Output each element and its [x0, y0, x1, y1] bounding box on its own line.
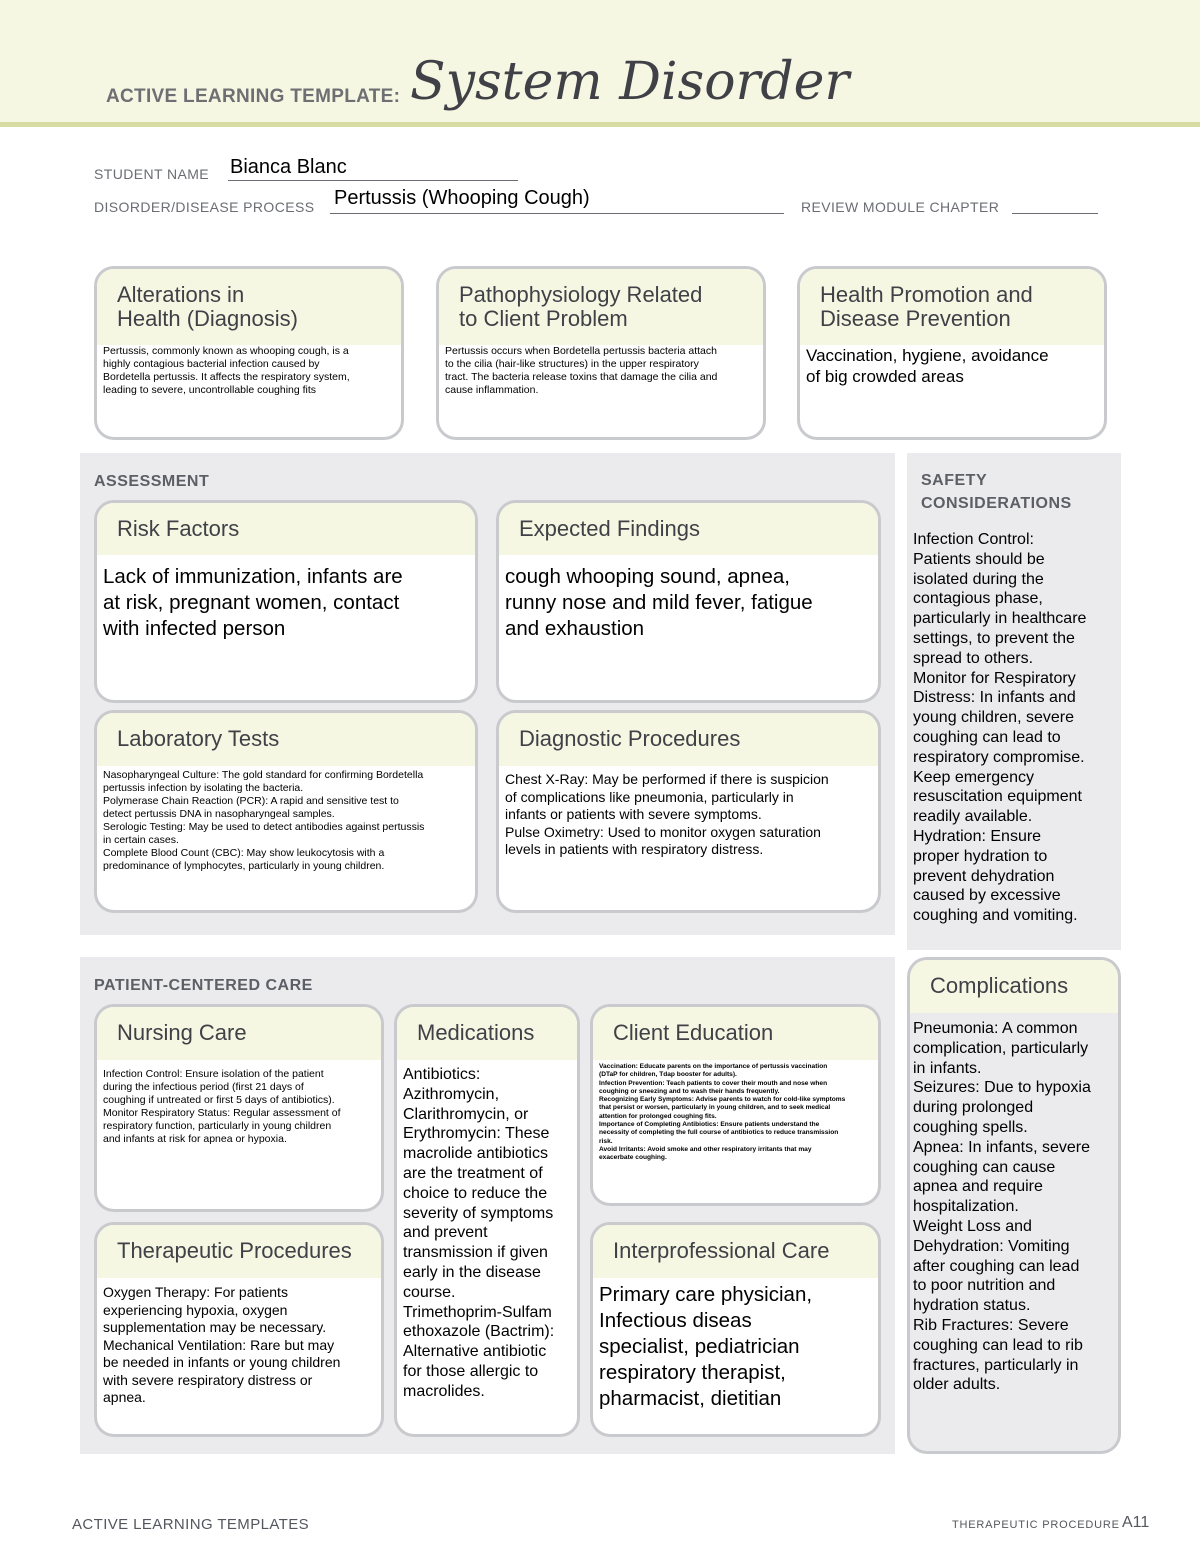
text-line: specialist, pediatrician — [599, 1335, 800, 1358]
alterations-title-line: Alterations in — [117, 282, 245, 307]
text-line: exacerbate coughing. — [599, 1154, 667, 1162]
text-line: for those allergic to — [403, 1362, 539, 1380]
text-line: infants or patients with severe symptoms. — [505, 806, 762, 822]
text-line: Keep emergency — [913, 768, 1034, 786]
text-line: particularly in healthcare — [913, 610, 1087, 628]
diagnostic-procedures-title: Diagnostic Procedures — [519, 726, 741, 751]
diagnostic-procedures-body — [499, 766, 878, 859]
text-line: after coughing can lead — [913, 1257, 1080, 1275]
text-line: highly contagious bacterial infection caused by — [103, 358, 320, 370]
text-line: Weight Loss and — [913, 1217, 1032, 1235]
text-line: Hydration: Ensure — [913, 827, 1042, 845]
text-line: Seizures: Due to hypoxia — [913, 1079, 1091, 1097]
pathophysiology-header — [439, 269, 763, 345]
pathophysiology-title-line: Pathophysiology Related — [459, 282, 703, 307]
diagnostic-procedures-card — [496, 710, 881, 913]
text-line: experiencing hypoxia, oxygen — [103, 1301, 288, 1318]
text-line: and exhaustion — [505, 617, 645, 640]
text-line: Polymerase Chain Reaction (PCR): A rapid and sensitive test to — [103, 795, 399, 807]
text-line: Infection Prevention: Teach patients to cover their mouth and nose when — [599, 1079, 828, 1087]
text-line: coughing can cause — [913, 1158, 1056, 1176]
text-line: transmission if given — [403, 1244, 548, 1262]
nursing-care-header — [97, 1007, 381, 1060]
expected-findings-title: Expected Findings — [519, 516, 700, 541]
text-line: early in the disease — [403, 1263, 541, 1281]
patient-centered-care-label: PATIENT-CENTERED CARE — [94, 977, 313, 994]
text-line: detect pertussis DNA in nasopharyngeal samples. — [103, 808, 335, 820]
text-line: Mechanical Ventilation: Rare but may — [103, 1336, 335, 1353]
text-line: Importance of Completing Antibiotics: Ensure patients understand the — [599, 1121, 820, 1129]
client-education-header — [593, 1007, 878, 1060]
laboratory-tests-card — [94, 710, 478, 913]
safety-label-line: SAFETY — [921, 472, 988, 489]
text-line: respiratory therapist, — [599, 1361, 786, 1384]
text-line: cough whooping sound, apnea, — [505, 565, 790, 588]
text-line: isolated during the — [913, 570, 1044, 588]
interprofessional-care-card — [590, 1222, 881, 1437]
safety-panel — [907, 453, 1121, 950]
text-line: be needed in infants or young children — [103, 1354, 341, 1370]
text-line: Bordetella pertussis. It affects the respiratory system, — [103, 371, 350, 383]
medications-body — [397, 1060, 577, 1402]
text-line: Infection Control: Ensure isolation of the patient — [103, 1068, 324, 1080]
text-line: Monitor for Respiratory — [913, 669, 1076, 687]
text-line: resuscitation equipment — [913, 788, 1082, 806]
text-line: are the treatment of — [403, 1164, 543, 1182]
text-line: pharmacist, dietitian — [599, 1387, 782, 1410]
therapeutic-procedures-body — [97, 1278, 381, 1407]
text-line: respiratory compromise. — [913, 748, 1085, 766]
text-line: predominance of lymphocytes, particularly in young children. — [103, 860, 385, 872]
text-line: during prolonged — [913, 1099, 1034, 1117]
page-title: System Disorder — [410, 52, 850, 112]
interprofessional-care-header — [593, 1225, 878, 1278]
safety-label-line: CONSIDERATIONS — [921, 495, 1072, 512]
header-rule — [0, 122, 1200, 127]
health-promotion-card — [797, 266, 1107, 440]
template-label: ACTIVE LEARNING TEMPLATE: — [106, 86, 401, 107]
text-line: course. — [403, 1283, 456, 1301]
text-line: Oxygen Therapy: For patients — [103, 1284, 288, 1300]
text-line: settings, to prevent the — [913, 629, 1075, 647]
risk-factors-header — [97, 503, 475, 555]
therapeutic-procedures-header — [97, 1225, 381, 1278]
text-line: and infants at risk for apnea or hypoxia. — [103, 1133, 287, 1145]
footer-left: ACTIVE LEARNING TEMPLATES — [72, 1516, 309, 1533]
medications-card — [394, 1004, 580, 1437]
text-line: Pertussis occurs when Bordetella pertussis bacteria attach — [445, 345, 717, 357]
laboratory-tests-title: Laboratory Tests — [117, 726, 280, 751]
health-promotion-title-line: Disease Prevention — [820, 306, 1011, 331]
expected-findings-body — [499, 555, 878, 642]
pathophysiology-title-line: to Client Problem — [459, 306, 628, 331]
expected-findings-header — [499, 503, 878, 555]
text-line: runny nose and mild fever, fatigue — [505, 591, 813, 614]
text-line: coughing can lead to rib — [913, 1336, 1083, 1354]
review-module-label: REVIEW MODULE CHAPTER — [801, 199, 1000, 215]
safety-label — [921, 469, 1072, 515]
text-line: coughing spells. — [913, 1118, 1028, 1136]
alterations-title-line: Health (Diagnosis) — [117, 306, 298, 331]
text-line: Clarithromycin, or — [403, 1105, 529, 1123]
alterations-body — [97, 345, 401, 397]
review-module-field[interactable] — [1012, 213, 1098, 214]
text-line: Complete Blood Count (CBC): May show leukocytosis with a — [103, 847, 385, 859]
text-line: of complications like pneumonia, particularly in — [505, 788, 794, 805]
medications-header — [397, 1007, 577, 1060]
health-promotion-body — [800, 345, 1104, 387]
text-line: macrolide antibiotics — [403, 1145, 548, 1163]
text-line: coughing if untreated or first 5 days of antibiotics). — [103, 1094, 335, 1106]
therapeutic-procedures-card — [94, 1222, 384, 1437]
text-line: apnea. — [103, 1389, 146, 1405]
pathophysiology-card — [436, 266, 766, 440]
risk-factors-title: Risk Factors — [117, 516, 240, 541]
laboratory-tests-header — [97, 713, 475, 766]
text-line: Primary care physician, — [599, 1283, 813, 1306]
text-line: hospitalization. — [913, 1198, 1019, 1216]
disorder-field[interactable]: Pertussis (Whooping Cough) — [334, 187, 590, 209]
text-line: older adults. — [913, 1376, 1001, 1394]
health-promotion-header — [800, 269, 1104, 345]
text-line: Nasopharyngeal Culture: The gold standard for confirming Bordetella — [103, 769, 424, 781]
text-line: spread to others. — [913, 649, 1034, 667]
text-line: Vaccination, hygiene, avoidance — [806, 346, 1049, 365]
text-line: with severe respiratory distress or — [103, 1371, 313, 1388]
text-line: hydration status. — [913, 1297, 1031, 1315]
text-line: apnea and require — [913, 1178, 1043, 1196]
text-line: Azithromycin, — [403, 1085, 500, 1103]
text-line: Infectious diseas — [599, 1309, 752, 1332]
student-name-underline — [228, 180, 518, 181]
text-line: in certain cases. — [103, 834, 179, 846]
text-line: Monitor Respiratory Status: Regular assessment of — [103, 1107, 341, 1119]
text-line: Patients should be — [913, 550, 1045, 568]
therapeutic-procedures-title: Therapeutic Procedures — [117, 1238, 352, 1263]
text-line: Infection Control: — [913, 531, 1034, 548]
pathophysiology-body — [439, 345, 763, 397]
text-line: prevent dehydration — [913, 867, 1055, 885]
client-education-title: Client Education — [613, 1020, 774, 1045]
text-line: readily available. — [913, 808, 1033, 826]
text-line: macrolides. — [403, 1382, 485, 1400]
text-line: Trimethoprim-Sulfam — [403, 1303, 552, 1321]
text-line: Apnea: In infants, severe — [913, 1138, 1090, 1156]
text-line: severity of symptoms — [403, 1204, 554, 1222]
text-line: during the infectious period (first 21 days of — [103, 1081, 304, 1093]
safety-body — [913, 530, 1086, 926]
text-line: Dehydration: Vomiting — [913, 1237, 1070, 1255]
text-line: leading to severe, uncontrollable coughing fits — [103, 384, 317, 396]
page-number: A11 — [1122, 1514, 1150, 1531]
text-line: that persist or worsen, particularly in young children, and to seek medical — [599, 1104, 831, 1112]
text-line: cause inflammation. — [445, 384, 539, 396]
complications-body — [910, 1013, 1118, 1395]
alterations-card — [94, 266, 404, 440]
text-line: Vaccination: Educate parents on the importance of pertussis vaccination — [599, 1063, 828, 1070]
interprofessional-care-title: Interprofessional Care — [613, 1238, 830, 1263]
text-line: Chest X-Ray: May be performed if there is suspicion — [505, 771, 829, 787]
text-line: coughing or sneezing and to wash their hands frequently. — [599, 1087, 780, 1095]
text-line: Distress: In infants and — [913, 689, 1076, 707]
nursing-care-card — [94, 1004, 384, 1212]
complications-card — [907, 957, 1121, 1454]
text-line: proper hydration to — [913, 847, 1048, 865]
text-line: Antibiotics: — [403, 1066, 481, 1083]
text-line: risk. — [599, 1137, 613, 1145]
text-line: respiratory function, particularly in young children — [103, 1120, 332, 1132]
text-line: and prevent — [403, 1224, 488, 1242]
text-line: to poor nutrition and — [913, 1277, 1056, 1295]
risk-factors-body — [97, 555, 475, 642]
student-name-field[interactable]: Bianca Blanc — [230, 156, 347, 178]
nursing-care-title: Nursing Care — [117, 1020, 247, 1045]
text-line: Serologic Testing: May be used to detect antibodies against pertussis — [103, 821, 425, 833]
expected-findings-card — [496, 500, 881, 703]
text-line: tract. The bacteria release toxins that damage the cilia and — [445, 371, 718, 383]
diagnostic-procedures-header — [499, 713, 878, 766]
text-line: Rib Fractures: Severe — [913, 1316, 1069, 1334]
text-line: Pertussis, commonly known as whooping cough, is a — [103, 345, 349, 357]
text-line: of big crowded areas — [806, 367, 964, 386]
text-line: young children, severe — [913, 709, 1074, 727]
text-line: Erythromycin: These — [403, 1125, 550, 1143]
disorder-label: DISORDER/DISEASE PROCESS — [94, 199, 315, 215]
assessment-label: ASSESSMENT — [94, 473, 210, 490]
nursing-care-body — [97, 1060, 381, 1146]
risk-factors-card — [94, 500, 478, 703]
text-line: Avoid Irritants: Avoid smoke and other respiratory irritants that may — [599, 1145, 812, 1153]
client-education-card — [590, 1004, 881, 1206]
text-line: (DTaP for children, Tdap booster for adults). — [599, 1071, 737, 1079]
text-line: coughing can lead to — [913, 728, 1061, 746]
interprofessional-care-body — [593, 1278, 878, 1412]
laboratory-tests-body — [97, 766, 475, 873]
health-promotion-title-line: Health Promotion and — [820, 282, 1033, 307]
text-line: at risk, pregnant women, contact — [103, 591, 400, 614]
text-line: choice to reduce the — [403, 1184, 548, 1202]
text-line: levels in patients with respiratory distress. — [505, 841, 764, 857]
text-line: Pneumonia: A common — [913, 1020, 1078, 1037]
alterations-header — [97, 269, 401, 345]
text-line: coughing and vomiting. — [913, 907, 1078, 925]
text-line: necessity of completing the full course of antibiotics to reduce transmission — [599, 1129, 839, 1137]
text-line: in infants. — [913, 1059, 982, 1077]
disorder-underline — [330, 213, 784, 214]
footer-section: THERAPEUTIC PROCEDURE — [952, 1519, 1120, 1531]
text-line: complication, particularly — [913, 1039, 1089, 1057]
text-line: Pulse Oximetry: Used to monitor oxygen saturation — [505, 823, 821, 840]
text-line: fractures, particularly in — [913, 1356, 1079, 1374]
client-education-body — [593, 1060, 878, 1163]
complications-title: Complications — [930, 973, 1069, 998]
text-line: supplementation may be necessary. — [103, 1319, 327, 1335]
text-line: pertussis infection by isolating the bacteria. — [103, 782, 304, 794]
student-name-label: STUDENT NAME — [94, 166, 209, 182]
text-line: Recognizing Early Symptoms: Advise parents to watch for cold-like symptoms — [599, 1096, 846, 1104]
text-line: caused by excessive — [913, 887, 1061, 905]
medications-title: Medications — [417, 1020, 535, 1045]
text-line: with infected person — [103, 617, 286, 640]
text-line: Lack of immunization, infants are — [103, 565, 403, 588]
complications-header — [910, 960, 1118, 1013]
text-line: ethoxazole (Bactrim): — [403, 1323, 555, 1341]
text-line: Alternative antibiotic — [403, 1343, 547, 1361]
text-line: attention for prolonged coughing fits. — [599, 1112, 717, 1120]
text-line: contagious phase, — [913, 590, 1043, 608]
text-line: to the cilia (hair-like structures) in the upper respiratory — [445, 358, 699, 370]
